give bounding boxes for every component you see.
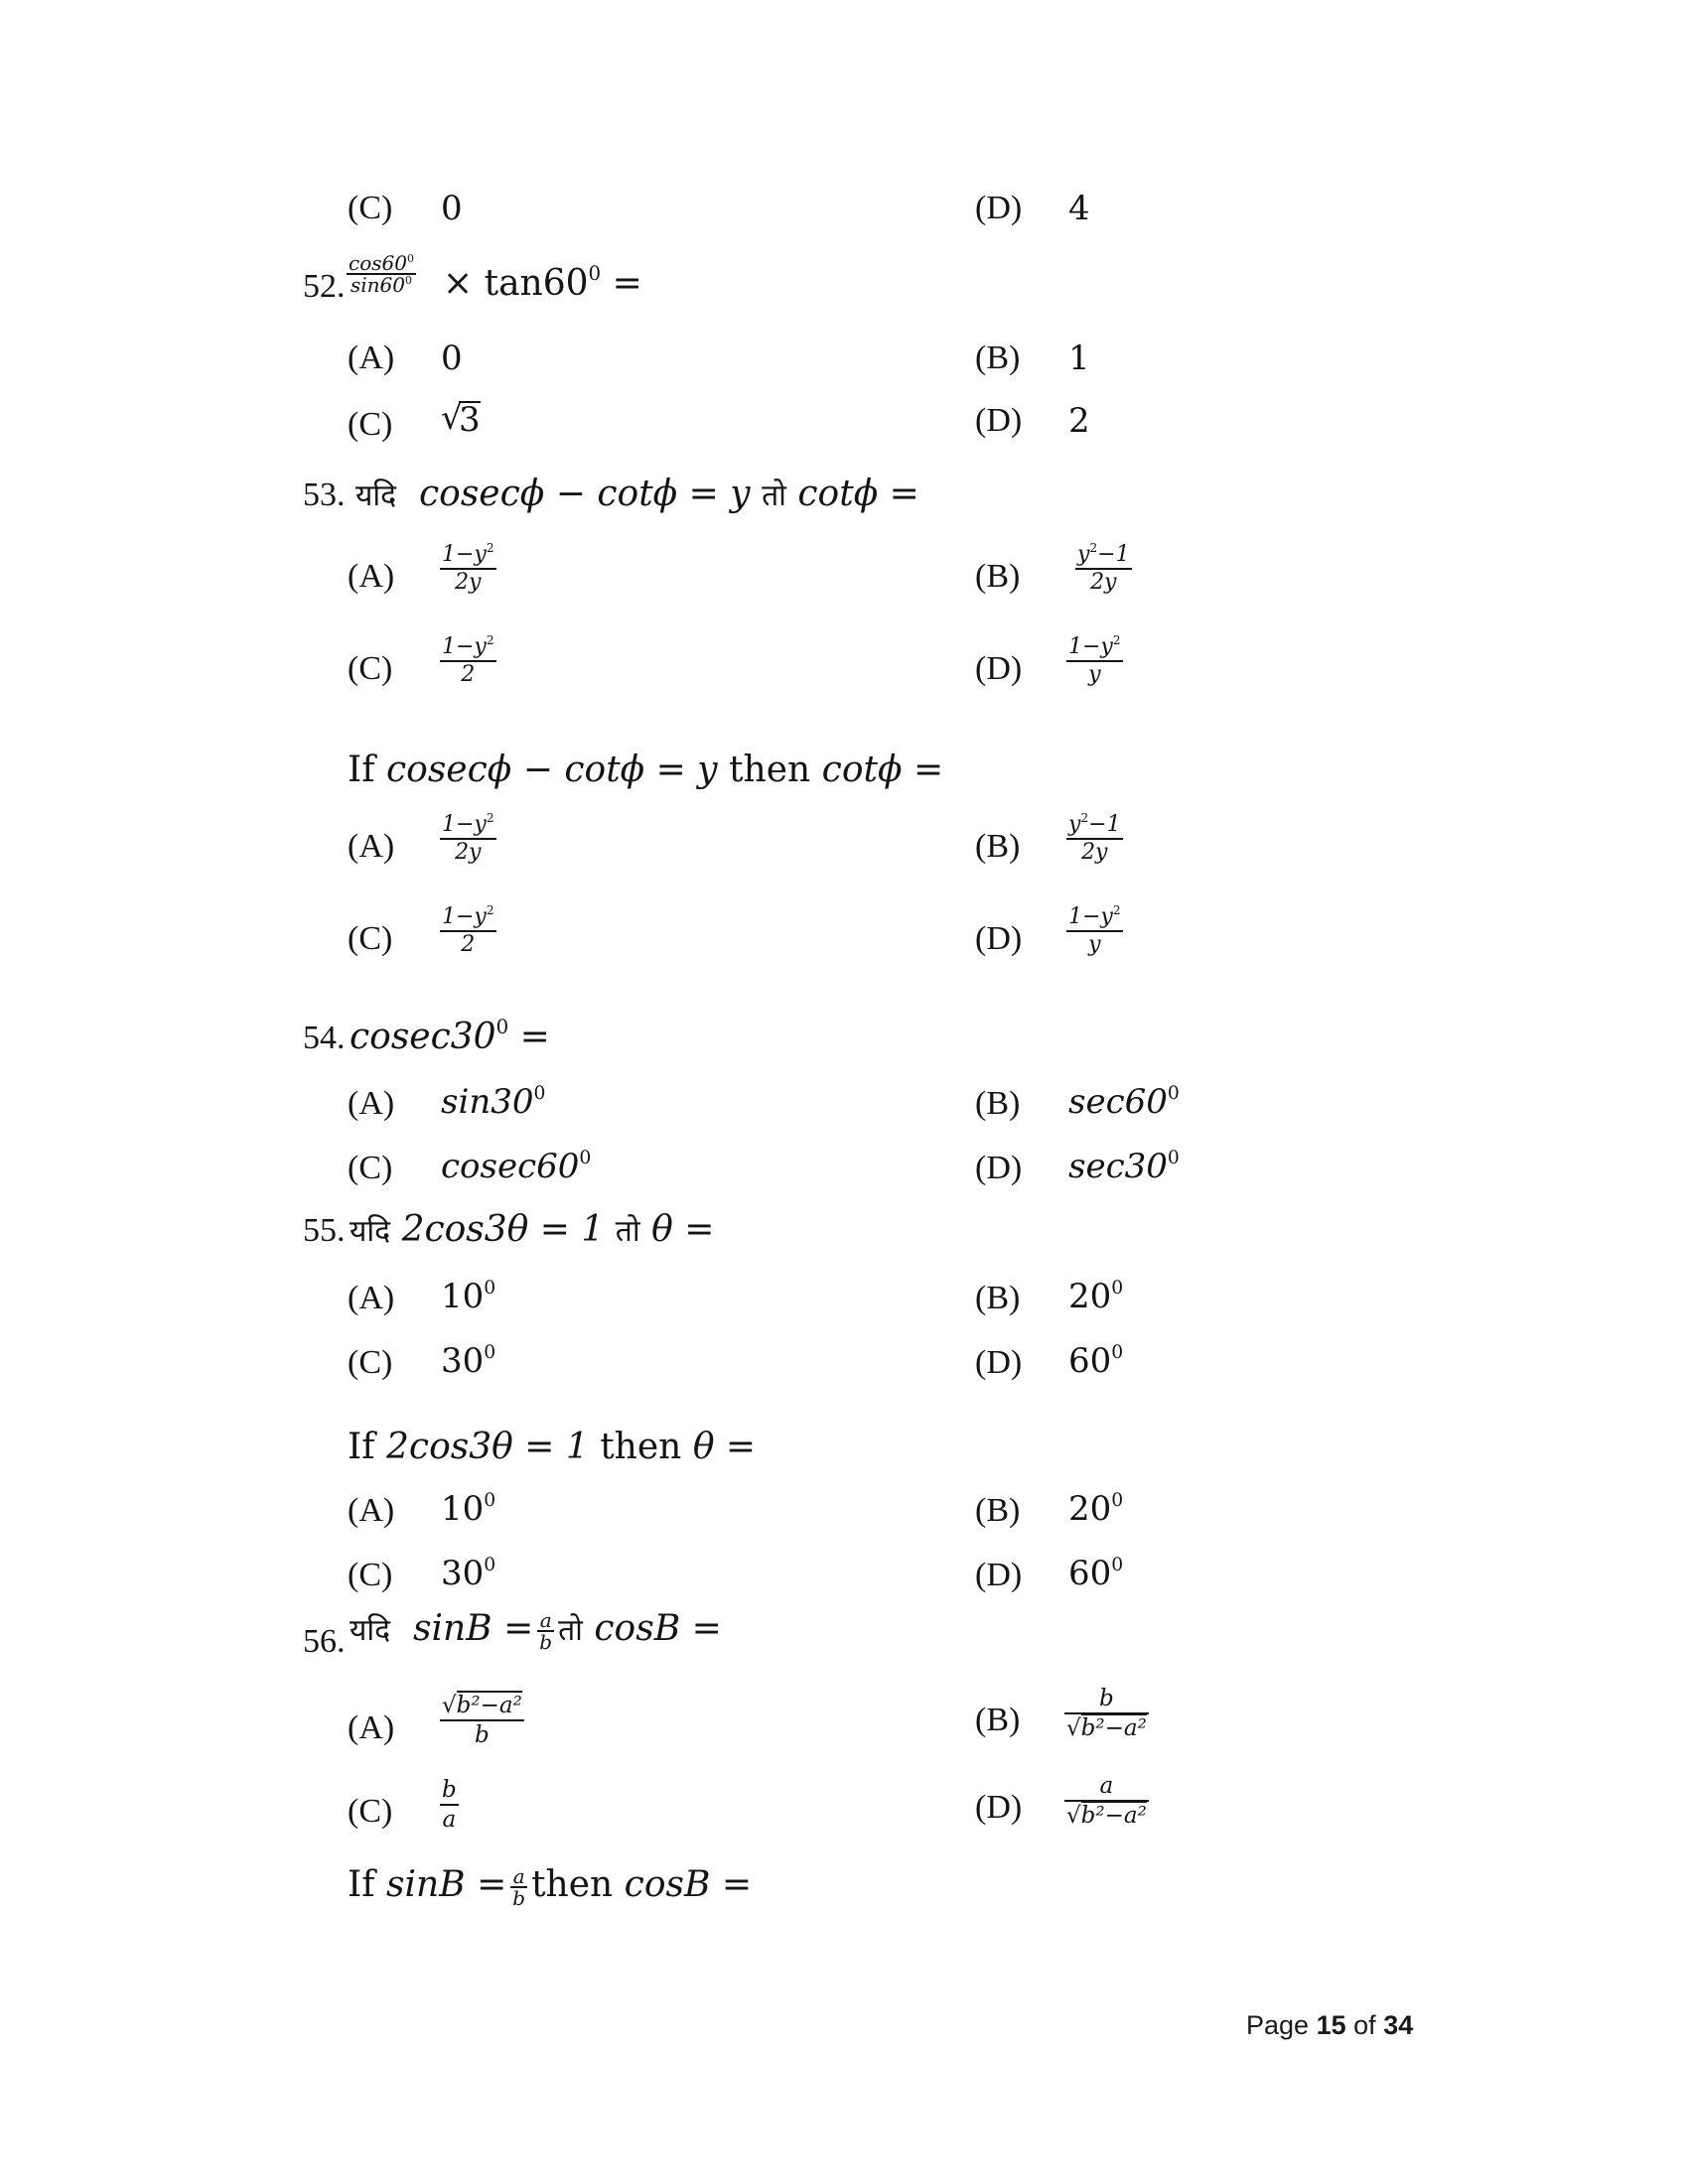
option-a-value: $10^0$ <box>441 1489 496 1529</box>
question-expression-hindi: यदि sinB = $\frac{a}{b}$ तो cosB = <box>350 1608 722 1654</box>
option-b-label: (B) <box>975 1702 1021 1738</box>
option-b-label: (B) <box>975 340 1021 376</box>
option-c-label: (C) <box>348 1150 393 1186</box>
option-c-label: (C) <box>348 1557 393 1593</box>
option-d-label: (D) <box>975 1789 1023 1826</box>
option-b-label: (B) <box>975 1280 1021 1316</box>
option-b-value: $20^0$ <box>1068 1277 1124 1316</box>
option-c-value: $30^0$ <box>441 1554 496 1593</box>
option-c-label: (C) <box>348 920 393 957</box>
page-total: 34 <box>1383 2010 1414 2040</box>
option-c-fraction: $\frac{1-y^2}{2}$ <box>442 902 494 957</box>
option-c-label: (C) <box>348 1793 393 1830</box>
option-a-label: (A) <box>348 1085 395 1122</box>
option-a-label: (A) <box>348 558 395 595</box>
option-a-fraction: $\frac{1-y^2}{2y}$ <box>442 540 494 595</box>
option-d-label: (D) <box>975 920 1023 957</box>
option-c-value: √ 3 <box>441 398 481 440</box>
option-d-value: 2 <box>1068 401 1090 441</box>
option-a-fraction: $\frac{1-y^2}{2y}$ <box>442 810 494 865</box>
option-d-fraction: $\frac{1-y^2}{y}$ <box>1068 632 1121 687</box>
option-d-fraction: $\frac{a}{\text{√b²−a²}}$ <box>1066 1773 1147 1829</box>
option-d-value: $60^0$ <box>1068 1554 1124 1593</box>
question-expression-english: If sinB = $\frac{a}{b}$ then cosB = <box>348 1864 753 1910</box>
question-expression-english: If cosecϕ − cotϕ = y then cotϕ = <box>348 750 944 790</box>
option-c-fraction: $\frac{1-y^2}{2}$ <box>442 632 494 687</box>
option-b-value: $20^0$ <box>1068 1489 1124 1529</box>
option-c-value: $cosec60^0$ <box>441 1147 592 1186</box>
option-b-label: (B) <box>975 828 1021 865</box>
option-a-value: 0 <box>441 339 463 378</box>
option-d-label: (D) <box>975 1150 1023 1186</box>
question-number: 56. <box>303 1623 346 1660</box>
option-c-value: 0 <box>441 189 463 228</box>
question-expression-hindi: यदि cosecϕ − cotϕ = y तो cotϕ = <box>355 474 919 514</box>
option-b-label: (B) <box>975 1085 1021 1122</box>
option-a-label: (A) <box>348 1492 395 1529</box>
option-c-value: $30^0$ <box>441 1341 496 1381</box>
option-c-label: (C) <box>348 1344 393 1381</box>
option-b-fraction: $\frac{y^2-1}{2y}$ <box>1077 540 1130 595</box>
option-d-value: 4 <box>1068 189 1090 228</box>
option-a-label: (A) <box>348 340 395 376</box>
option-a-label: (A) <box>348 1280 395 1316</box>
question-number: 55. <box>303 1212 346 1249</box>
option-a-label: (A) <box>348 1709 395 1746</box>
option-a-fraction: $\frac{\text{√b²−a²}}{b}$ <box>442 1693 522 1748</box>
option-d-fraction: $\frac{1-y^2}{y}$ <box>1068 902 1121 957</box>
question-expression: × $\tan 60^0$ = <box>443 262 642 304</box>
option-d-label: (D) <box>975 650 1023 687</box>
option-b-label: (B) <box>975 558 1021 595</box>
option-a-label: (A) <box>348 828 395 865</box>
option-c-label: (C) <box>348 190 393 226</box>
option-a-value: $\sin 30^0$ <box>441 1082 546 1122</box>
option-a-value: $10^0$ <box>441 1277 496 1316</box>
page-number: 15 <box>1316 2010 1346 2040</box>
option-d-label: (D) <box>975 190 1023 226</box>
option-b-fraction: $\frac{y^2-1}{2y}$ <box>1068 810 1121 865</box>
of-word: of <box>1353 2010 1376 2040</box>
question-fraction: $\frac{\cos 60^0}{\sin 60^0}$ <box>349 251 414 297</box>
question-expression: $cosec30^0$ = <box>350 1016 550 1057</box>
option-b-fraction: $\frac{b}{\text{√b²−a²}}$ <box>1066 1686 1147 1741</box>
option-d-label: (D) <box>975 402 1023 439</box>
question-number: 52. <box>303 268 346 305</box>
question-number: 54. <box>303 1020 346 1056</box>
question-number: 53. <box>303 477 346 513</box>
question-expression-hindi: यदि 2cos3θ = 1 तो θ = <box>350 1209 715 1250</box>
question-expression-english: If 2cos3θ = 1 then θ = <box>348 1427 757 1467</box>
option-d-value: $\sec 30^0$ <box>1068 1147 1180 1186</box>
option-b-label: (B) <box>975 1492 1021 1529</box>
option-d-value: $60^0$ <box>1068 1341 1124 1381</box>
option-c-label: (C) <box>348 406 393 443</box>
page-footer <box>1246 2010 1413 2041</box>
page-word: Page <box>1246 2010 1310 2040</box>
option-d-label: (D) <box>975 1557 1023 1593</box>
option-b-value: 1 <box>1068 339 1090 378</box>
option-c-fraction: $\frac{b}{a}$ <box>442 1777 457 1833</box>
option-d-label: (D) <box>975 1344 1023 1381</box>
option-b-value: $\sec 60^0$ <box>1068 1082 1180 1122</box>
option-c-label: (C) <box>348 650 393 687</box>
